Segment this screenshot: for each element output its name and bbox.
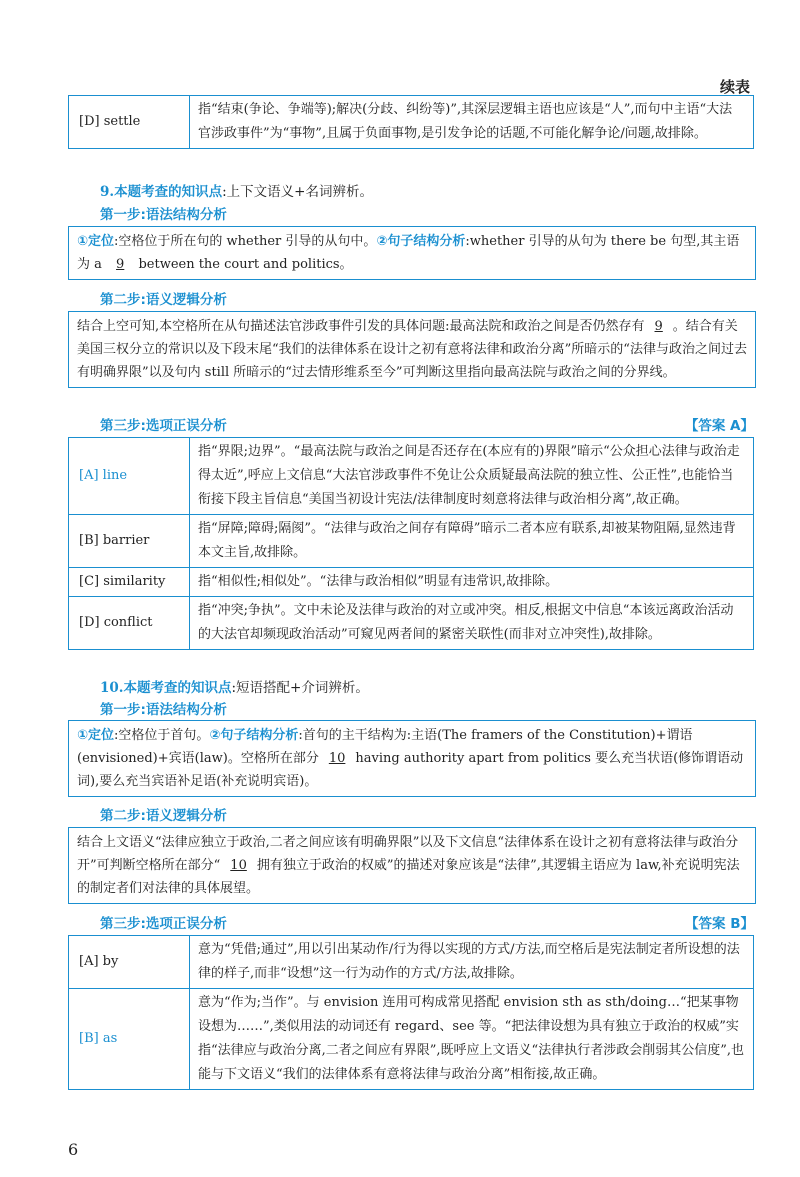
- option-explanation: 指“界限;边界”。“最高法院与政治之间是否还存在(本应有的)界限”暗示“公众担心法律与政治走得太近”,呼应上文信息“大法官涉政事件不免让公众质疑最高法院的独立性、公正性”,也能恰当衔接下段主旨信息“美国当初设计宪法/法律制度时刻意将法律与政治相分离”,故正确。: [190, 438, 754, 515]
- q10-topic: :短语搭配+介词辨析。: [231, 680, 369, 696]
- option-explanation: 指“结束(争论、争端等);解决(分歧、纠纷等)”,其深层逻辑主语也应该是“人”,而句中主语“大法官涉政事件”为“事物”,且属于负面事物,是引发争论的话题,不可能化解争论/问题,故排除。: [190, 96, 754, 149]
- q9-options-table: [68, 437, 754, 650]
- q10-logic-text-2: 拥有独立于政治的权威”的描述对象应该是“法律”,其逻辑主语应为 law,补充说明宪法的制定者们对法律的具体展望。: [77, 858, 740, 896]
- table-row: [69, 515, 754, 568]
- q9-number: 9.: [100, 184, 115, 200]
- q10-step3-heading: 第三步:选项正误分析: [100, 916, 227, 932]
- q10-step2-heading: 第二步:语义逻辑分析: [100, 808, 227, 824]
- table-row: [69, 936, 754, 989]
- q9-logic-text-2: 。结合有关美国三权分立的常识以及下段末尾“我们的法律体系在设计之初有意将法律和政治分离”所暗示的“法律与政治之间过去有明确界限”以及句内 still 所暗示的“过去情形维系至今”可判断这里指向最高法院与政治之间的分界线。: [77, 319, 747, 380]
- q10-logic-text: 结合上文语义“法律应独立于政治,二者之间应该有明确界限”以及下文信息“法律体系在设计之初有意将法律与政治分开”可判断空格所在部分“: [77, 835, 739, 873]
- q10-step2-box: [68, 827, 756, 904]
- q10-locate-keyword: ①定位: [77, 728, 115, 743]
- q10-structure-text-end: having authority apart from politics 要么充当状语(修饰谓语动词),要么充当宾语补足语(补充说明宾语)。: [77, 751, 744, 789]
- q9-step1-box: [68, 226, 756, 280]
- q10-title: [100, 676, 369, 696]
- table-row: [69, 438, 754, 515]
- option-label: [A] line: [69, 438, 190, 515]
- option-label: [D] settle: [69, 96, 190, 149]
- table-row: [69, 597, 754, 650]
- q9-blank: 9: [116, 257, 125, 272]
- q9-locate-text: :空格位于所在句的 whether 引导的从句中。: [114, 234, 377, 249]
- q9-step2-box: [68, 311, 756, 388]
- page-number: 6: [68, 1140, 79, 1159]
- continued-table: [68, 95, 754, 149]
- q9-structure-text-end: between the court and politics。: [138, 257, 353, 272]
- option-explanation: 意为“作为;当作”。与 envision 连用可构成常见搭配 envision sth as sth/doing…“把某事物设想为……”,类似用法的动词还有 regard、see 等。“把法律设想为具有独立于政治的权威”实指“法律应与政治分离,二者之间应有界限”,既呼应上文语义“法律执行者涉政会削弱其公信度”,也能与下文语义“我们的法律体系有意将法律与政治分离”相衔接,故正确。: [190, 989, 754, 1090]
- option-label: [D] conflict: [69, 597, 190, 650]
- q9-structure-keyword: ②句子结构分析: [376, 234, 466, 249]
- q9-structure-text: :whether 引导的从句为 there be 句型,其主语为 a: [77, 234, 740, 272]
- q9-topic: :上下文语义+名词辨析。: [222, 184, 373, 200]
- table-row: [69, 568, 754, 597]
- q10-blank: 10: [328, 751, 346, 766]
- option-label: [A] by: [69, 936, 190, 989]
- q10-options-table: [68, 935, 754, 1090]
- q10-structure-text: :首句的主干结构为:主语(The framers of the Constitution)+谓语(envisioned)+宾语(law)。空格所在部分: [77, 728, 693, 766]
- q10-answer: 【答案 B】: [685, 916, 754, 932]
- q10-blank-2: 10: [230, 858, 247, 873]
- option-label: [C] similarity: [69, 568, 190, 597]
- q10-step1-heading: 第一步:语法结构分析: [100, 702, 227, 718]
- q9-answer: 【答案 A】: [684, 418, 754, 434]
- option-explanation: 意为“凭借;通过”,用以引出某动作/行为得以实现的方式/方法,而空格后是宪法制定者所设想的法律的样子,而非“设想”这一行为动作的方式/方法,故排除。: [190, 936, 754, 989]
- option-label: [B] as: [69, 989, 190, 1090]
- q9-blank-2: 9: [654, 319, 663, 334]
- q10-number: 10.: [100, 680, 124, 696]
- table-row: [69, 989, 754, 1090]
- q9-step2-heading: 第二步:语义逻辑分析: [100, 292, 227, 308]
- q9-step1-heading: 第一步:语法结构分析: [100, 207, 227, 223]
- q10-intro: 本题考查的知识点: [123, 680, 232, 696]
- q9-step3-heading: 第三步:选项正误分析: [100, 418, 227, 434]
- option-explanation: 指“屏障;障碍;隔阂”。“法律与政治之间存有障碍”暗示二者本应有联系,却被某物阻隔,显然违背本文主旨,故排除。: [190, 515, 754, 568]
- q9-locate-keyword: ①定位: [77, 234, 115, 249]
- q10-locate-text: :空格位于首句。: [114, 728, 210, 743]
- q10-step1-box: [68, 720, 756, 797]
- q9-title: [100, 180, 373, 200]
- option-explanation: 指“冲突;争执”。文中未论及法律与政治的对立或冲突。相反,根据文中信息“本该远离政治活动的大法官却频现政治活动”可窥见两者间的紧密关联性(而非对立冲突性),故排除。: [190, 597, 754, 650]
- option-explanation: 指“相似性;相似处”。“法律与政治相似”明显有违常识,故排除。: [190, 568, 754, 597]
- q9-intro: 本题考查的知识点: [114, 184, 223, 200]
- q9-logic-text: 结合上空可知,本空格所在从句描述法官涉政事件引发的具体问题:最高法院和政治之间是否仍然存有: [77, 319, 645, 334]
- table-row: [69, 96, 754, 149]
- q10-structure-keyword: ②句子结构分析: [209, 728, 299, 743]
- option-label: [B] barrier: [69, 515, 190, 568]
- continued-label: 续表: [719, 78, 750, 96]
